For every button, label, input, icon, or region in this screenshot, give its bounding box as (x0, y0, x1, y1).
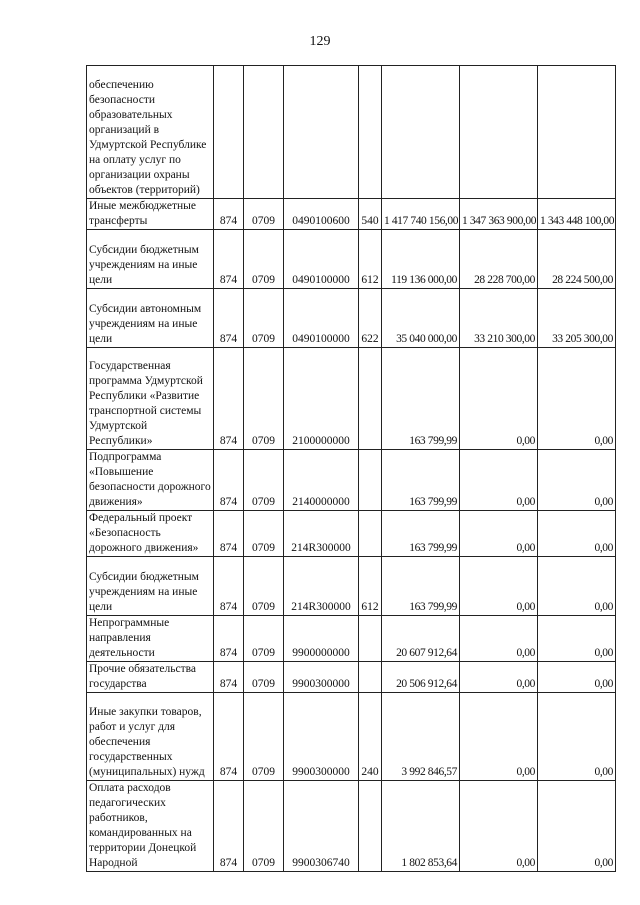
amount-2: 0,00 (460, 693, 538, 781)
target-code: 9900306740 (284, 781, 359, 872)
table-row (87, 348, 616, 450)
amount-2: 1 347 363 900,00 (460, 199, 538, 230)
ministry-code: 874 (214, 348, 244, 450)
budget-table (86, 65, 616, 872)
type-code (359, 616, 382, 662)
amount-2: 33 210 300,00 (460, 289, 538, 348)
target-code: 9900300000 (284, 693, 359, 781)
ministry-code: 874 (214, 511, 244, 557)
amount-1: 3 992 846,57 (382, 693, 460, 781)
section-code: 0709 (244, 693, 284, 781)
section-code: 0709 (244, 289, 284, 348)
amount-1: 20 607 912,64 (382, 616, 460, 662)
target-code: 0490100000 (284, 289, 359, 348)
ministry-code: 874 (214, 289, 244, 348)
section-code: 0709 (244, 199, 284, 230)
table-row (87, 511, 616, 557)
amount-3: 0,00 (538, 662, 616, 693)
table-row (87, 289, 616, 348)
amount-2: 0,00 (460, 511, 538, 557)
amount-1: 163 799,99 (382, 450, 460, 511)
type-code (359, 66, 382, 199)
section-code: 0709 (244, 557, 284, 616)
amount-3: 0,00 (538, 511, 616, 557)
amount-1: 35 040 000,00 (382, 289, 460, 348)
amount-3: 33 205 300,00 (538, 289, 616, 348)
row-name: обеспечению безопасности образовательных организаций в Удмуртской Республике на оплату услуг по организации охраны объектов (территорий) (87, 66, 214, 199)
amount-1: 1 417 740 156,00 (382, 199, 460, 230)
ministry-code: 874 (214, 662, 244, 693)
target-code: 2140000000 (284, 450, 359, 511)
amount-1: 1 802 853,64 (382, 781, 460, 872)
amount-3: 28 224 500,00 (538, 230, 616, 289)
type-code: 612 (359, 557, 382, 616)
amount-2: 0,00 (460, 781, 538, 872)
target-code: 214R300000 (284, 511, 359, 557)
amount-2: 0,00 (460, 450, 538, 511)
target-code: 9900300000 (284, 662, 359, 693)
table-row (87, 781, 616, 872)
target-code: 214R300000 (284, 557, 359, 616)
row-name: Прочие обязательства государства (87, 662, 214, 693)
table-row (87, 199, 616, 230)
ministry-code: 874 (214, 230, 244, 289)
ministry-code: 874 (214, 616, 244, 662)
row-name: Субсидии бюджетным учреждениям на иные цели (87, 557, 214, 616)
ministry-code: 874 (214, 199, 244, 230)
amount-1: 163 799,99 (382, 511, 460, 557)
table-row (87, 66, 616, 199)
type-code: 612 (359, 230, 382, 289)
row-name: Иные закупки товаров, работ и услуг для обеспечения государственных (муниципальных) нужд (87, 693, 214, 781)
amount-2: 0,00 (460, 557, 538, 616)
amount-2: 28 228 700,00 (460, 230, 538, 289)
table-row (87, 230, 616, 289)
table-row (87, 693, 616, 781)
row-name: Субсидии автономным учреждениям на иные цели (87, 289, 214, 348)
amount-1: 20 506 912,64 (382, 662, 460, 693)
section-code: 0709 (244, 450, 284, 511)
ministry-code: 874 (214, 693, 244, 781)
amount-2: 0,00 (460, 616, 538, 662)
type-code: 540 (359, 199, 382, 230)
type-code (359, 348, 382, 450)
target-code (284, 66, 359, 199)
table-row (87, 616, 616, 662)
amount-3: 0,00 (538, 557, 616, 616)
table-row (87, 450, 616, 511)
amount-3 (538, 66, 616, 199)
amount-3: 0,00 (538, 781, 616, 872)
target-code: 2100000000 (284, 348, 359, 450)
table-row (87, 557, 616, 616)
amount-2: 0,00 (460, 662, 538, 693)
section-code: 0709 (244, 662, 284, 693)
type-code (359, 511, 382, 557)
type-code (359, 781, 382, 872)
amount-1: 163 799,99 (382, 348, 460, 450)
section-code: 0709 (244, 348, 284, 450)
row-name: Федеральный проект «Безопасность дорожного движения» (87, 511, 214, 557)
type-code (359, 450, 382, 511)
ministry-code (214, 66, 244, 199)
section-code: 0709 (244, 616, 284, 662)
row-name: Оплата расходов педагогических работников, командированных на территории Донецкой Народной (87, 781, 214, 872)
row-name: Субсидии бюджетным учреждениям на иные цели (87, 230, 214, 289)
amount-1: 163 799,99 (382, 557, 460, 616)
amount-1 (382, 66, 460, 199)
target-code: 0490100600 (284, 199, 359, 230)
ministry-code: 874 (214, 557, 244, 616)
section-code: 0709 (244, 230, 284, 289)
section-code: 0709 (244, 781, 284, 872)
amount-3: 0,00 (538, 693, 616, 781)
ministry-code: 874 (214, 781, 244, 872)
section-code: 0709 (244, 511, 284, 557)
amount-3: 1 343 448 100,00 (538, 199, 616, 230)
amount-3: 0,00 (538, 616, 616, 662)
table-row (87, 662, 616, 693)
page-number: 129 (309, 34, 331, 49)
type-code: 622 (359, 289, 382, 348)
row-name: Государственная программа Удмуртской Республики «Развитие транспортной системы Удмуртской Республики» (87, 348, 214, 450)
row-name: Подпрограмма «Повышение безопасности дорожного движения» (87, 450, 214, 511)
amount-2 (460, 66, 538, 199)
target-code: 9900000000 (284, 616, 359, 662)
type-code (359, 662, 382, 693)
amount-1: 119 136 000,00 (382, 230, 460, 289)
amount-2: 0,00 (460, 348, 538, 450)
row-name: Иные межбюджетные трансферты (87, 199, 214, 230)
ministry-code: 874 (214, 450, 244, 511)
section-code (244, 66, 284, 199)
amount-3: 0,00 (538, 450, 616, 511)
row-name: Непрограммные направления деятельности (87, 616, 214, 662)
type-code: 240 (359, 693, 382, 781)
target-code: 0490100000 (284, 230, 359, 289)
amount-3: 0,00 (538, 348, 616, 450)
